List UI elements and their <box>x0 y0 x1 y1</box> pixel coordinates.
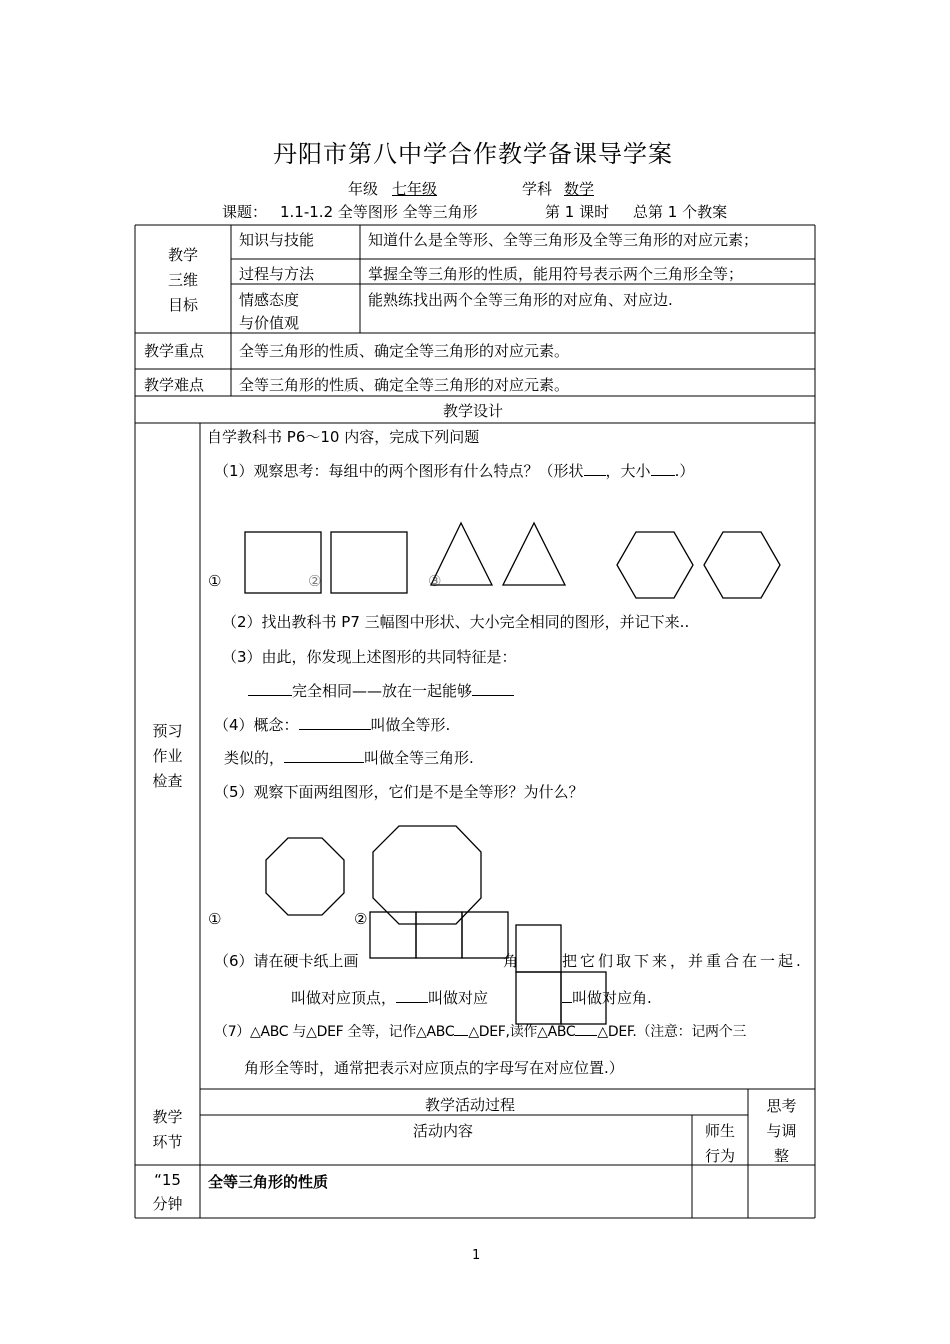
square-figure <box>331 532 407 593</box>
answer-blank[interactable] <box>454 1021 468 1036</box>
reflect-label-line: 思考 <box>766 1097 797 1115</box>
difficulty-label: 教学难点 <box>144 376 205 394</box>
difficulty-content: 全等三角形的性质、确定全等三角形的对应元素。 <box>239 376 570 394</box>
question-5: （5）观察下面两组图形，它们是不是全等形？为什么？ <box>214 783 584 801</box>
question-3-line <box>248 680 514 701</box>
figures-group-1 <box>245 523 780 598</box>
q5-figure-label-2: ② <box>354 910 368 928</box>
question-7-text: △DEF,读作△ABC <box>468 1024 576 1040</box>
figure-label-3: ③ <box>428 572 442 590</box>
grade-value: 七年级 <box>392 180 438 198</box>
question-7-text: △DEF.（注意：记两个三 <box>597 1024 747 1040</box>
question-7-line2: 角形全等时，通常把表示对应顶点的字母写在对应位置.） <box>244 1059 624 1077</box>
row1-stage-line: “15 <box>154 1171 181 1189</box>
objective-content-process: 掌握全等三角形的性质，能用符号表示两个三角形全等； <box>368 265 744 283</box>
objective-content-knowledge: 知道什么是全等形、全等三角形及全等三角形的对应元素； <box>368 231 759 249</box>
question-3: （3）由此，你发现上述图形的共同特征是： <box>222 648 517 666</box>
preview-intro: 自学教科书 P6～10 内容，完成下列问题 <box>207 428 480 446</box>
total-lesson-text: 总第 1 个教案 <box>633 203 728 221</box>
reflect-label-line: 整 <box>773 1147 789 1165</box>
answer-blank[interactable] <box>562 988 572 1003</box>
preview-label-line: 预习 <box>152 722 183 740</box>
objectives-label <box>135 243 231 318</box>
question-4b-text: 类似的， <box>224 749 285 767</box>
objective-category-process: 过程与方法 <box>239 265 315 283</box>
question-4b <box>224 747 474 768</box>
key-point-content: 全等三角形的性质、确定全等三角形的对应元素。 <box>239 342 570 360</box>
q5-figure-label-1: ① <box>208 910 222 928</box>
design-header: 教学设计 <box>443 402 504 420</box>
topic-value: 1.1-1.2 全等图形 全等三角形 <box>280 203 478 221</box>
process-header: 教学活动过程 <box>425 1096 516 1114</box>
row1-stage <box>135 1168 200 1216</box>
preview-label <box>135 719 200 794</box>
question-1 <box>214 460 694 481</box>
subject-label: 学科 <box>522 180 553 198</box>
answer-blank[interactable] <box>575 1021 597 1036</box>
hexagon-figure <box>617 532 693 598</box>
topic-label: 课题： <box>222 203 268 221</box>
question-1-text: （1）观察思考：每组中的两个图形有什么特点？（形状 <box>214 462 584 480</box>
objectives-label-line: 教学 <box>167 246 198 264</box>
objective-content-emotion: 能熟练找出两个全等三角形的对应角、对应边. <box>368 291 673 309</box>
key-point-label: 教学重点 <box>144 342 205 360</box>
triangle-figure <box>503 523 565 585</box>
teacher-label <box>692 1119 748 1169</box>
question-6-mid: 角 <box>503 952 519 970</box>
question-6b <box>291 987 488 1008</box>
answer-blank[interactable] <box>299 715 371 730</box>
row1-content: 全等三角形的性质 <box>208 1173 329 1191</box>
cube-net-square <box>416 912 462 958</box>
page-title: 丹阳市第八中学合作教学备课导学案 <box>273 140 673 168</box>
stage-label-line: 教学 <box>152 1108 183 1126</box>
question-6b-text: 叫做对应顶点， <box>291 989 397 1007</box>
objective-category-emotion <box>239 289 299 335</box>
objective-category-line: 与价值观 <box>239 314 300 332</box>
reflect-label <box>748 1094 815 1169</box>
objectives-label-line: 三维 <box>167 271 198 289</box>
objectives-label-line: 目标 <box>167 296 198 314</box>
objective-category-line: 情感态度 <box>239 291 300 309</box>
figure-label-1: ① <box>208 572 222 590</box>
octagon-figure <box>373 826 481 924</box>
question-4-text: （4）概念： <box>214 716 299 734</box>
question-6b-text: 叫做对应 <box>428 989 489 1007</box>
objective-category-knowledge: 知识与技能 <box>239 231 315 249</box>
answer-blank[interactable] <box>651 461 675 476</box>
period-text: 第 1 课时 <box>545 203 610 221</box>
question-6b-end-text: 叫做对应角. <box>572 989 652 1007</box>
answer-blank[interactable] <box>284 748 364 763</box>
answer-blank[interactable] <box>396 988 428 1003</box>
question-6b-end <box>562 987 652 1008</box>
content-header: 活动内容 <box>413 1122 474 1140</box>
grade-label: 年级 <box>348 180 379 198</box>
question-1-end: .） <box>674 462 695 480</box>
teacher-label-line: 行为 <box>704 1147 735 1165</box>
hexagon-figure <box>704 532 780 598</box>
answer-blank[interactable] <box>472 681 514 696</box>
cube-net-square <box>516 925 561 972</box>
page-number: 1 <box>472 1248 481 1263</box>
preview-label-line: 作业 <box>152 747 183 765</box>
question-4 <box>214 714 450 735</box>
question-1-mid: ，大小 <box>605 462 651 480</box>
stage-label <box>135 1105 200 1155</box>
question-6: （6）请在硬卡纸上画 <box>214 952 359 970</box>
answer-blank[interactable] <box>584 461 606 476</box>
stage-label-line: 环节 <box>152 1133 183 1151</box>
octagon-figure <box>266 838 344 915</box>
cube-net-square <box>516 972 561 1024</box>
question-7-text: （7）△ABC 与△DEF 全等，记作△ABC <box>214 1024 455 1040</box>
question-2: （2）找出教科书 P7 三幅图中形状、大小完全相同的图形，并记下来.. <box>222 613 690 631</box>
question-3-line-text: 完全相同——放在一起能够 <box>292 682 473 700</box>
question-4-end: 叫做全等形. <box>370 716 451 734</box>
question-4b-end: 叫做全等三角形. <box>364 749 474 767</box>
question-7 <box>214 1021 746 1041</box>
reflect-label-line: 与调 <box>766 1122 797 1140</box>
teacher-label-line: 师生 <box>704 1122 735 1140</box>
figure-label-2: ② <box>308 572 322 590</box>
answer-blank[interactable] <box>248 681 292 696</box>
question-6-end: 把它们取下来，并重合在一起. <box>562 952 804 970</box>
subject-value: 数学 <box>564 180 595 198</box>
preview-label-line: 检查 <box>152 772 183 790</box>
row1-stage-line: 分钟 <box>152 1195 183 1213</box>
cube-net-square <box>462 912 508 958</box>
